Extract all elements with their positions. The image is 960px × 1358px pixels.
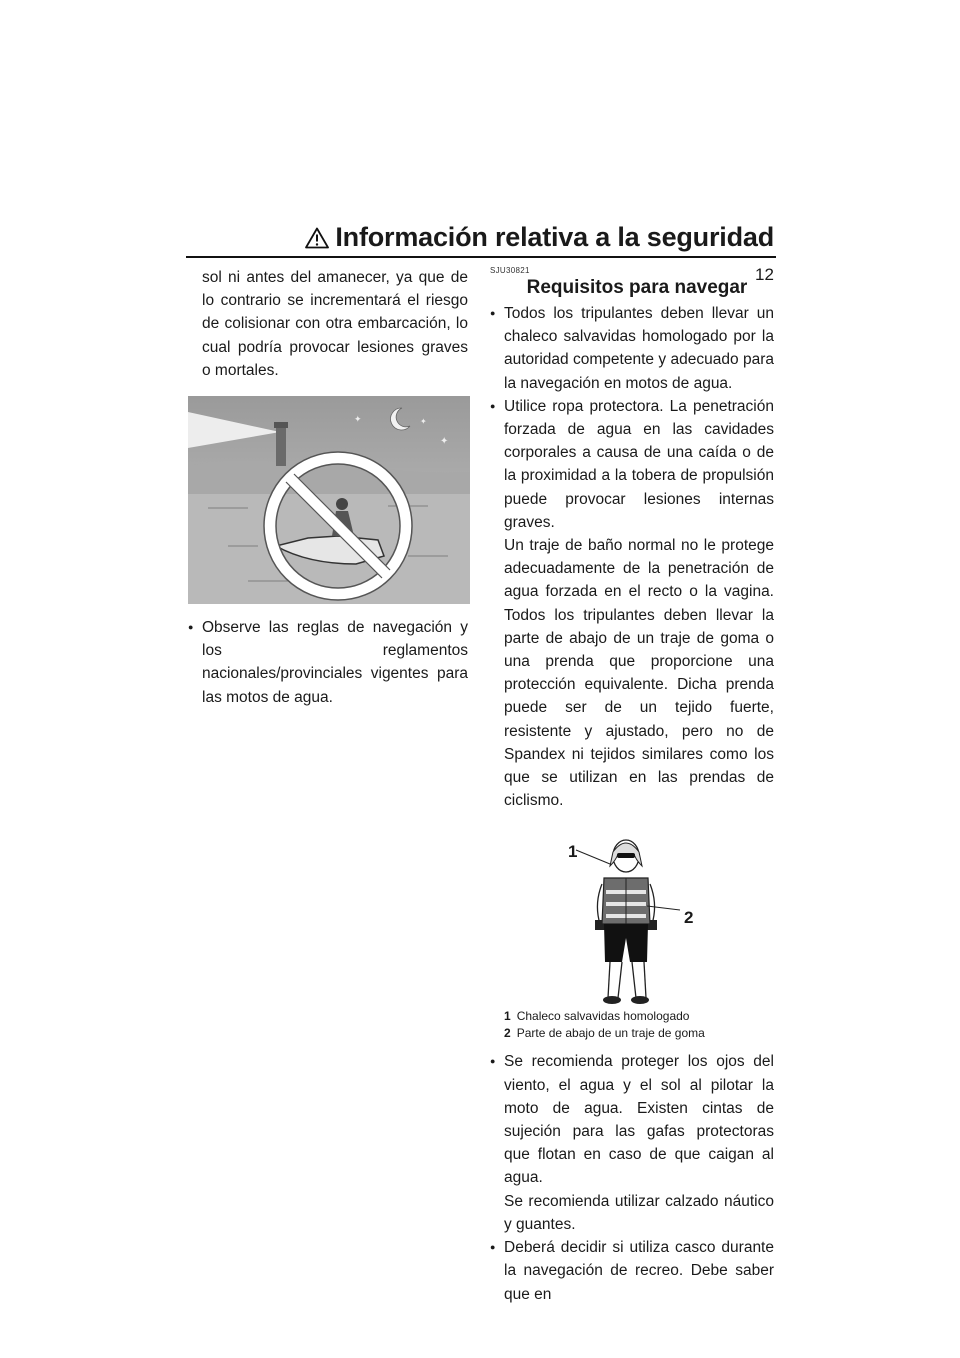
header-title: Información relativa a la seguridad	[335, 222, 774, 252]
left-column	[188, 266, 468, 709]
continued-paragraph: sol ni antes del amanecer, ya que de lo contrario se incrementará el riesgo de colisionar con otra embarcación, lo cual podría provocar lesiones graves o mortales.	[202, 269, 468, 379]
bullet-protective-clothing: ● Utilice ropa protectora. La penetración forzada de agua en las cavidades corporales a causa de una caída o de la proximidad a la tobera de propulsión puede provocar lesiones internas graves.	[490, 395, 774, 534]
right-column	[490, 266, 774, 1306]
bullet-helmet: ● Deberá decidir si utiliza casco durante la navegación de recreo. Debe saber que en	[490, 1236, 774, 1306]
caption-row	[504, 1008, 774, 1025]
warning-triangle-icon	[305, 227, 329, 249]
caption-text: Chaleco salvavidas homologado	[516, 1009, 690, 1024]
bullet-navigation-rules: ● Observe las reglas de navegación y los reglamentos nacionales/provinciales vigentes para las motos de agua.	[188, 616, 468, 709]
footwear-gloves-note: Se recomienda utilizar calzado náutico y guantes.	[504, 1192, 774, 1233]
callout-number-1: 1	[568, 842, 578, 862]
figure-captions	[490, 1008, 774, 1042]
caption-number: 2	[504, 1026, 511, 1041]
page-header	[186, 222, 776, 258]
header-title-row	[305, 222, 774, 253]
section-title: Requisitos para navegar	[526, 277, 748, 298]
caption-text: Parte de abajo de un traje de goma	[516, 1026, 705, 1041]
section-code: SJU30821	[490, 266, 530, 275]
night-navigation-prohibited-illustration	[188, 396, 470, 604]
bullet-eye-protection: ● Se recomienda proteger los ojos del viento, el agua y el sol al pilotar la moto de agua. Existen cintas de sujeción para las gafas protectoras que flotan en caso de que caigan al agua.	[490, 1050, 774, 1189]
callout-number-2: 2	[684, 908, 694, 928]
caption-number: 1	[504, 1009, 511, 1024]
svg-text:✦: ✦	[354, 415, 362, 426]
svg-text:✦: ✦	[420, 417, 427, 427]
bullet-life-vest: ● Todos los tripulantes deben llevar un chaleco salvavidas homologado por la autoridad competente y adecuado para la navegación en motos de agua.	[490, 302, 774, 395]
svg-text:✦: ✦	[440, 436, 449, 448]
rider-with-vest-illustration	[490, 826, 774, 1006]
life-vest-figure	[490, 826, 774, 1006]
caption-row	[504, 1025, 774, 1042]
protective-clothing-details: Un traje de baño normal no le protege adecuadamente de la penetración de agua forzada en el recto o la vagina. Todos los tripulantes deben llevar la parte de abajo de un traje de goma o una prenda que proporcione una protección equivalente. Dicha prenda puede ser de un tejido fuerte, resistente y ajustado, pero no de Spandex ni tejidos similares como los que se utilizan en las prendas de ciclismo.	[504, 537, 774, 810]
page-number: 12	[755, 265, 774, 284]
